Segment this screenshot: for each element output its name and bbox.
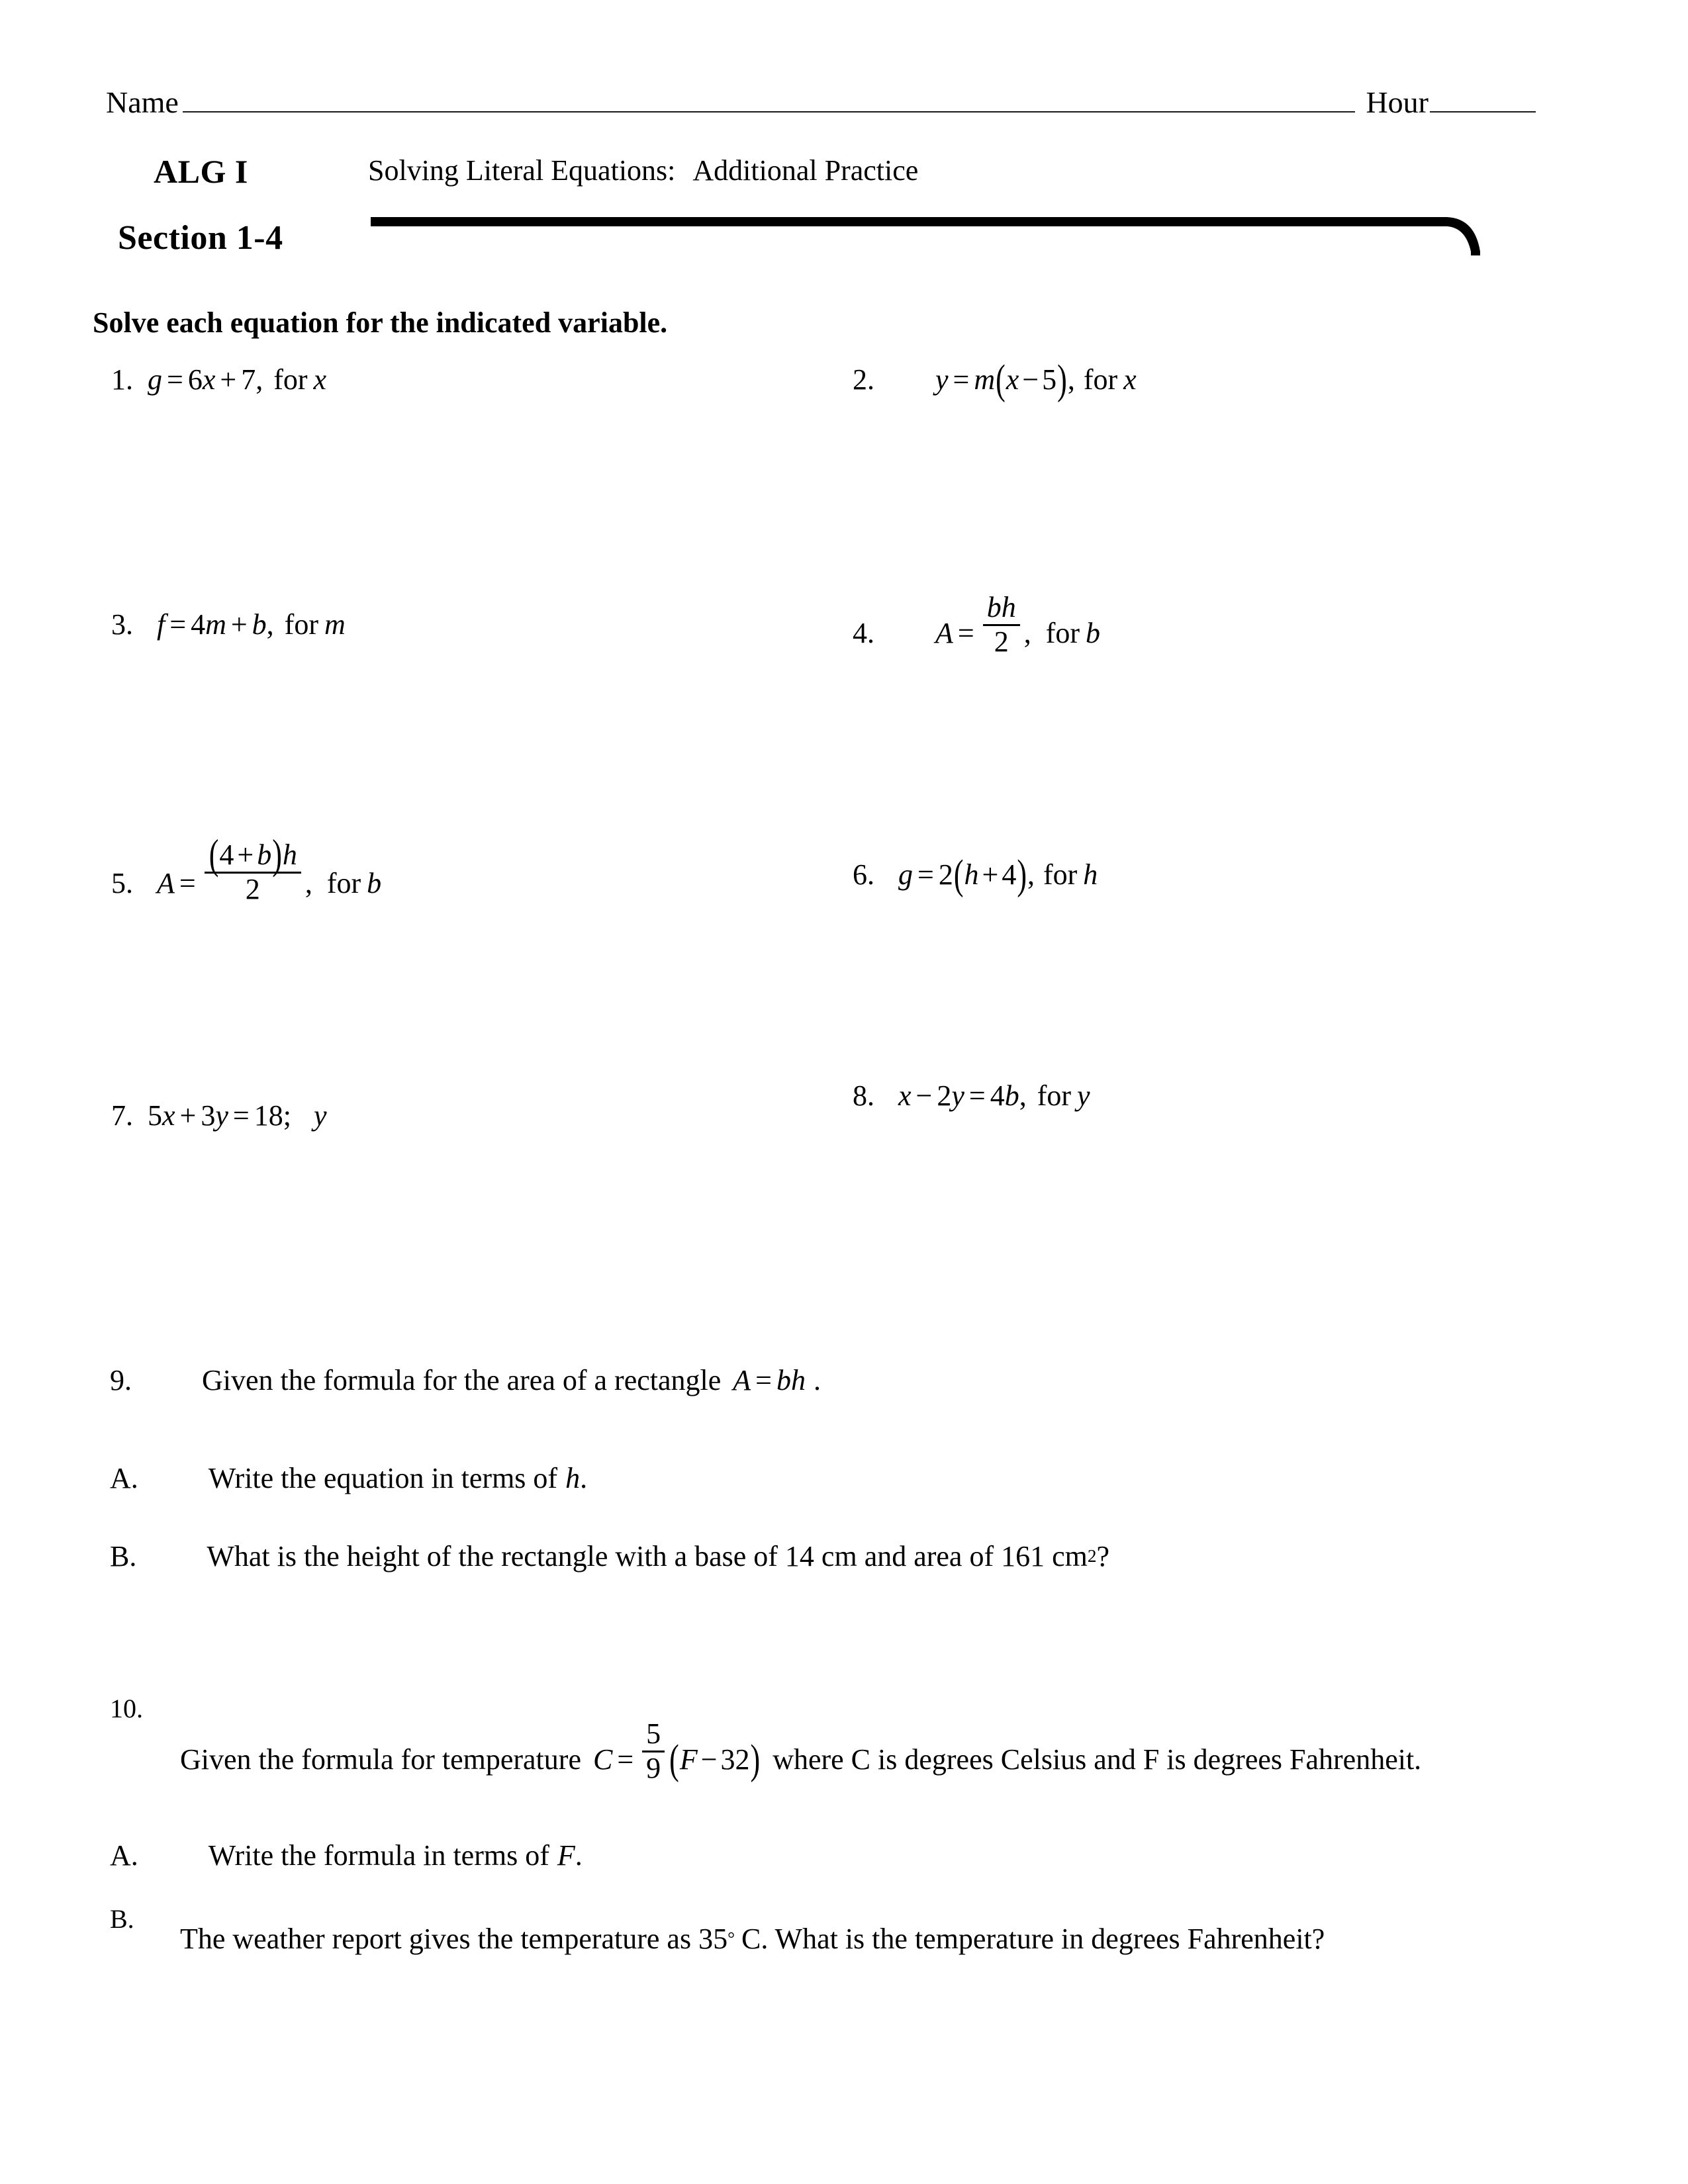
word-problem-10-numerator: 5 xyxy=(646,1717,661,1750)
word-problem-10-inner-variable: F xyxy=(679,1743,698,1776)
problem-5-number: 5. xyxy=(111,866,133,899)
problem-6-for-label: for xyxy=(1043,858,1078,891)
problem-6-equation: g = 2 ( h + 4 ) , for h xyxy=(898,850,1098,899)
problem-6 xyxy=(853,850,1098,899)
problem-8-solve-for: y xyxy=(1077,1079,1090,1112)
word-problem-9-part-b xyxy=(110,1539,1109,1573)
problem-8-rhs-variable: b xyxy=(1004,1079,1019,1112)
problem-4 xyxy=(853,592,1100,656)
word-problem-10-denominator: 9 xyxy=(646,1751,661,1784)
word-problem-10-part-a-text xyxy=(209,1839,583,1872)
word-problem-9-formula-rhs: bh xyxy=(776,1364,806,1396)
problem-7-term1-coefficient: 5 xyxy=(148,1099,162,1132)
problem-7-term1-variable: x xyxy=(162,1099,175,1132)
course-label: ALG I xyxy=(154,153,248,190)
problem-7-term2-variable: y xyxy=(215,1099,228,1132)
problem-2-lhs: y xyxy=(935,363,949,396)
problem-3-number: 3. xyxy=(111,608,133,641)
problem-1-solve-for: x xyxy=(313,363,327,396)
word-problem-9-part-a xyxy=(110,1461,587,1495)
problem-1-equation: g = 6 x + 7 , for x xyxy=(148,363,327,396)
problem-8-for-label: for xyxy=(1037,1079,1072,1112)
hour-label: Hour xyxy=(1366,85,1429,119)
problem-6-number: 6. xyxy=(853,858,874,891)
problem-5-numerator: (4 + b)h xyxy=(209,831,297,878)
problem-7 xyxy=(111,1099,326,1132)
problem-2-inner-variable: x xyxy=(1006,363,1019,396)
word-problem-9-part-a-label: A. xyxy=(110,1462,138,1494)
problem-4-fraction xyxy=(983,593,1020,657)
problem-5-numerator-constant: 4 xyxy=(219,839,234,871)
degree-symbol-icon: ° xyxy=(727,1929,735,1948)
problem-4-solve-for: b xyxy=(1086,616,1101,649)
problem-8-term2-coefficient: 2 xyxy=(937,1079,952,1112)
problem-1-number: 1. xyxy=(111,363,133,396)
word-problem-10-part-b-label: B. xyxy=(110,1904,134,1934)
problem-1 xyxy=(111,363,326,396)
problem-1-coefficient: 6 xyxy=(187,363,203,396)
problem-7-solve-for: y xyxy=(313,1099,327,1132)
name-hour-row xyxy=(106,85,1536,120)
problem-6-inner-constant: 4 xyxy=(1002,858,1017,891)
word-problem-9-number: 9. xyxy=(110,1364,132,1396)
word-problem-9-part-a-text-prefix: Write the equation in terms of xyxy=(208,1462,558,1494)
problem-5-for-label: for xyxy=(326,866,361,899)
word-problem-10-part-a-text-prefix: Write the formula in terms of xyxy=(208,1839,549,1872)
problem-7-number: 7. xyxy=(111,1099,133,1132)
word-problem-10-number: 10. xyxy=(110,1694,143,1723)
problem-2-equation: y = m ( x − 5 ) , for x xyxy=(935,355,1137,404)
problem-7-rhs-constant: 18 xyxy=(254,1099,283,1132)
title-underline-rule xyxy=(371,210,1496,263)
word-problem-10-part-b-text-prefix: The weather report gives the temperature as 35 xyxy=(180,1923,728,1955)
problem-1-lhs: g xyxy=(148,363,162,396)
problem-3-lhs: f xyxy=(157,608,165,641)
problem-4-number: 4. xyxy=(853,616,874,649)
problem-8-number: 8. xyxy=(853,1079,874,1112)
instruction-text: Solve each equation for the indicated variable. xyxy=(93,306,668,339)
problem-8 xyxy=(853,1079,1090,1113)
word-problem-10-part-a xyxy=(110,1839,583,1872)
name-blank-line[interactable] xyxy=(183,111,1356,113)
word-problem-9-part-b-text-suffix: ? xyxy=(1096,1540,1110,1572)
problem-6-lhs: g xyxy=(898,858,913,891)
problem-6-solve-for: h xyxy=(1083,858,1098,891)
word-problem-10-part-a-text-suffix: . xyxy=(575,1839,583,1872)
word-problem-9-formula-lhs: A xyxy=(733,1364,751,1396)
word-problem-9 xyxy=(110,1363,821,1397)
problem-4-numerator: bh xyxy=(986,591,1016,623)
problem-2-inner-constant: 5 xyxy=(1042,363,1057,396)
problem-7-equation: 5 x + 3 y = 18 ; y xyxy=(148,1099,327,1132)
word-problem-9-stem-suffix: . xyxy=(813,1364,821,1396)
problem-3-constant: b xyxy=(252,608,267,641)
problem-5-lhs: A xyxy=(157,866,175,899)
problem-2-factor: m xyxy=(974,363,996,396)
word-problem-10-part-b-text-mid: C. What is the temperature in degrees Fahrenheit? xyxy=(741,1923,1325,1955)
problem-8-term1-variable: x xyxy=(898,1079,912,1112)
worksheet-title-sub: Additional Practice xyxy=(692,154,919,187)
problem-4-for-label: for xyxy=(1045,616,1080,649)
hour-blank-line[interactable] xyxy=(1430,111,1536,113)
problem-5-numerator-factor: h xyxy=(282,839,297,871)
problem-1-for-label: for xyxy=(273,363,308,396)
word-problem-9-part-a-variable: h xyxy=(565,1462,581,1494)
problem-2-for-label: for xyxy=(1083,363,1118,396)
problem-3-for-label: for xyxy=(284,608,318,641)
word-problem-10-stem: Given the formula for temperature C = $\frac{5}{9}$ ( F − 32 ) where C is degrees Celsius and F is degrees Fahrenheit. xyxy=(180,1717,1422,1784)
problem-1-constant: 7 xyxy=(241,363,256,396)
problem-3-solve-for: m xyxy=(324,608,346,641)
problem-2-solve-for: x xyxy=(1123,363,1137,396)
problem-2-number: 2. xyxy=(853,363,874,396)
word-problem-9-stem: Given the formula for the area of a rectangle A = bh . xyxy=(202,1364,821,1396)
problem-2 xyxy=(853,355,1137,404)
problem-6-factor: 2 xyxy=(938,858,953,891)
word-problem-10-formula-lhs: C xyxy=(592,1743,613,1776)
word-problem-9-part-a-text xyxy=(209,1461,587,1495)
word-problem-10-stem-prefix: Given the formula for temperature xyxy=(180,1743,581,1776)
problem-5-equation: A = $\frac{(4 + b)h}{2}$ , for b xyxy=(157,831,382,905)
problem-8-equation: x − 2 y = 4 b , for y xyxy=(898,1079,1090,1112)
word-problem-9-stem-prefix: Given the formula for the area of a rectangle xyxy=(202,1364,722,1396)
word-problem-10-fraction xyxy=(642,1719,665,1784)
word-problem-9-part-b-exponent: 2 xyxy=(1087,1546,1097,1566)
word-problem-10-part-a-label: A. xyxy=(110,1839,138,1872)
problem-8-rhs-coefficient: 4 xyxy=(990,1079,1005,1112)
word-problem-10-part-a-variable: F xyxy=(557,1839,575,1872)
word-problem-9-part-b-text xyxy=(207,1539,1109,1573)
word-problem-10-inner-constant: 32 xyxy=(720,1743,750,1776)
problem-4-equation: A = $\frac{bh}{2}$ , for b xyxy=(935,591,1101,658)
worksheet-title-main: Solving Literal Equations: xyxy=(368,154,676,187)
name-label: Name xyxy=(106,85,179,119)
problem-5 xyxy=(111,831,382,905)
worksheet-title xyxy=(368,154,918,187)
problem-3-equation: f = 4 m + b , for m xyxy=(157,608,346,641)
word-problem-10-stem-suffix: where C is degrees Celsius and F is degrees Fahrenheit. xyxy=(773,1743,1422,1776)
problem-3-variable: m xyxy=(205,608,226,641)
problem-5-fraction xyxy=(205,831,301,905)
word-problem-9-part-a-text-suffix: . xyxy=(580,1462,588,1494)
problem-5-solve-for: b xyxy=(367,866,382,899)
problem-1-variable: x xyxy=(202,363,216,396)
problem-5-denominator: 2 xyxy=(245,872,260,905)
problem-5-numerator-variable: b xyxy=(257,839,272,871)
problem-8-term2-variable: y xyxy=(951,1079,964,1112)
word-problem-9-part-b-text-prefix: What is the height of the rectangle with a base of 14 cm and area of 161 cm xyxy=(207,1540,1088,1572)
section-label: Section 1-4 xyxy=(118,219,283,257)
problem-7-term2-coefficient: 3 xyxy=(201,1099,216,1132)
word-problem-10-part-b xyxy=(180,1922,1325,1956)
word-problem-9-part-b-label: B. xyxy=(110,1540,137,1572)
problem-4-denominator: 2 xyxy=(994,625,1009,658)
problem-6-inner-variable: h xyxy=(964,858,979,891)
problem-3 xyxy=(111,608,346,641)
word-problem-10-part-b-text xyxy=(180,1922,1325,1956)
word-problem-10 xyxy=(180,1718,1421,1782)
problem-3-coefficient: 4 xyxy=(191,608,206,641)
problem-4-lhs: A xyxy=(935,616,953,649)
